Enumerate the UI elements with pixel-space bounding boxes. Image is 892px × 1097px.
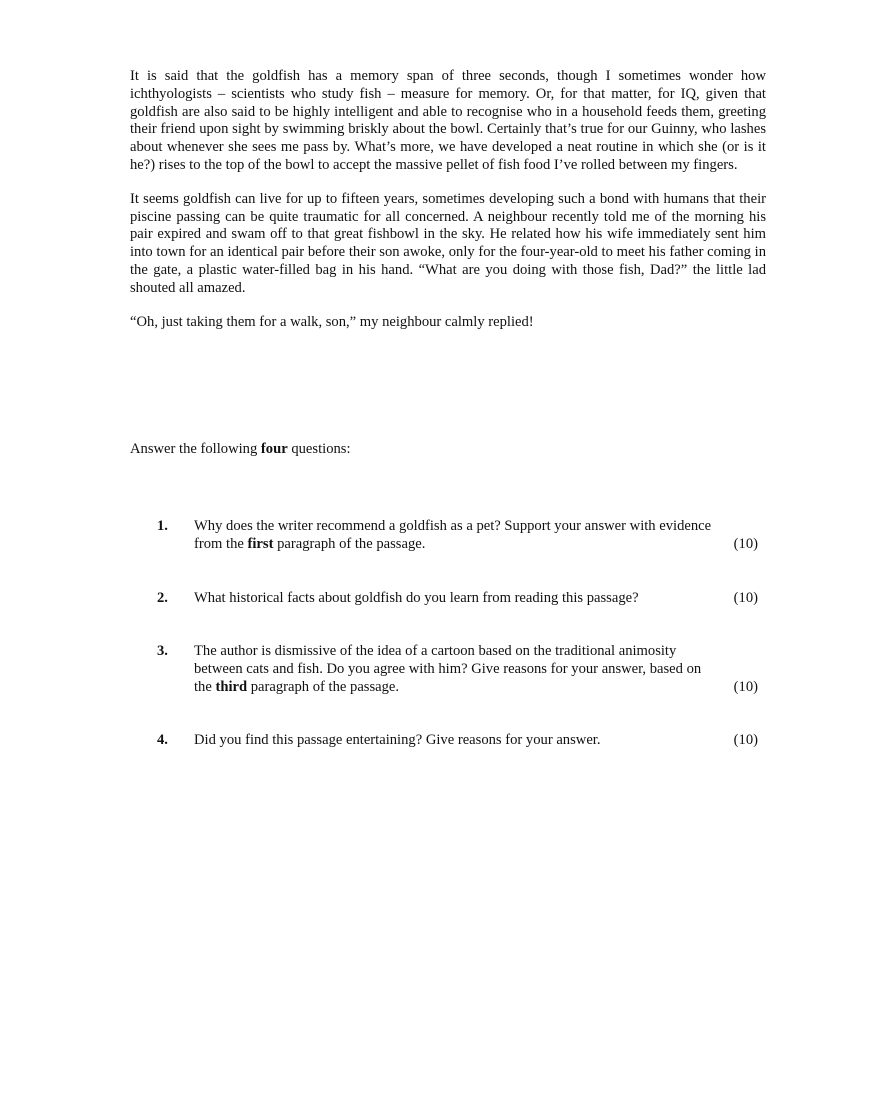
passage-paragraph-1: It is said that the goldfish has a memory span of three seconds, though I sometimes wonder how ichthyologists – scientists who study fish – measure for memory. Or, for that matter, for IQ, given that goldfish are also said to be highly intelligent and able to recognise who in a household feeds them, greeting their friend upon sight by swimming briskly about the bowl. Certainly that’s true for our Guinny, who lashes about whenever she sees me pass by. What’s more, we have developed a neat routine in which she (or is it he?) rises to the top of the bowl to accept the massive pellet of fish food I’ve rolled between my fingers. (130, 68, 766, 173)
question-marks: (10) (733, 732, 758, 748)
question-line-text: the (194, 679, 216, 695)
question-line: Why does the writer recommend a goldfish as a pet? Support your answer with evidence (194, 518, 712, 534)
instruction-text-before: Answer the following (130, 441, 261, 457)
question-line: Did you find this passage entertaining? Give reasons for your answer. (194, 732, 601, 748)
passage-paragraph-2: It seems goldfish can live for up to fifteen years, sometimes developing such a bond with humans that their piscine passing can be quite traumatic for all concerned. A neighbour recently told me of the morning his pair expired and swam off to that great fishbowl in the sky. He related how his wife immediately sent him into town for an identical pair before their son awoke, only for the four-year-old to meet his father coming in the gate, a plastic water-filled bag in his hand. “What are you doing with those fish, Dad?” the little lad shouted all amazed. (130, 190, 766, 296)
question-number: 3. (157, 643, 168, 659)
question-marks: (10) (733, 536, 758, 552)
passage (130, 68, 766, 331)
instruction-text-after: questions: (287, 441, 351, 457)
question-line: between cats and fish. Do you agree with him? Give reasons for your answer, based on (194, 661, 702, 677)
question-line: What historical facts about goldfish do you learn from reading this passage? (194, 590, 639, 606)
question-line (194, 678, 729, 696)
question-marks: (10) (733, 590, 758, 606)
question-number: 1. (157, 518, 168, 534)
question-instruction (130, 440, 351, 458)
question-text (194, 642, 729, 696)
question-line-bold: third (215, 679, 248, 695)
question-marks: (10) (733, 679, 758, 695)
question-line-text: paragraph of the passage. (273, 536, 426, 552)
question-text (194, 589, 729, 607)
question-line: The author is dismissive of the idea of a cartoon based on the traditional animosity (194, 643, 677, 659)
passage-paragraph-3: “Oh, just taking them for a walk, son,” my neighbour calmly replied! (130, 313, 534, 330)
question-line-bold: first (247, 536, 274, 552)
question-number: 4. (157, 732, 168, 748)
instruction-bold-count: four (260, 441, 288, 457)
question-number: 2. (157, 590, 168, 606)
question-text (194, 517, 729, 553)
question-text (194, 731, 729, 749)
question-line-text: from the (194, 536, 248, 552)
question-line (194, 535, 729, 553)
question-line-text: paragraph of the passage. (247, 679, 400, 695)
